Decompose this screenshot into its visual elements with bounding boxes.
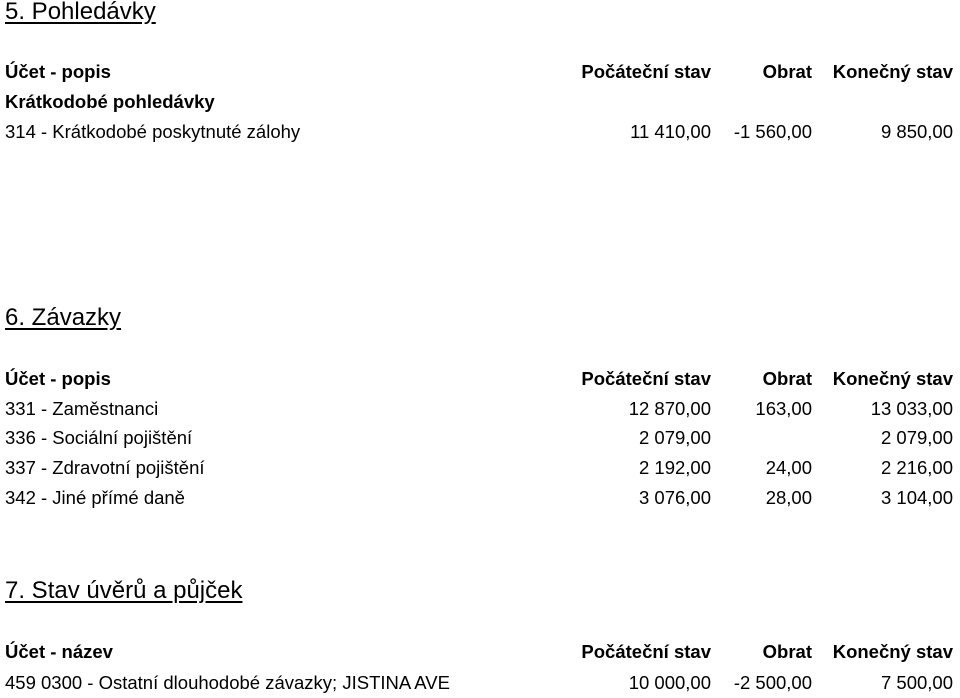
row-description: 459 0300 - Ostatní dlouhodobé závazky; JISTINA AVE	[5, 672, 450, 693]
section-title-liabilities: 6. Závazky	[5, 304, 122, 331]
row-description: 331 - Zaměstnanci	[5, 398, 159, 419]
row-description: 342 - Jiné přímé daně	[5, 487, 185, 508]
group-label	[5, 89, 960, 115]
row-end: 9 850,00	[880, 121, 953, 142]
table-row	[5, 119, 960, 145]
row-turnover: 28,00	[765, 487, 812, 508]
header-end: Konečný stav	[832, 368, 953, 389]
header-start: Počáteční stav	[581, 61, 711, 82]
row-end: 13 033,00	[870, 398, 953, 419]
table-row	[5, 485, 960, 511]
table-row	[5, 455, 960, 481]
header-turnover: Obrat	[762, 641, 812, 662]
row-start: 2 079,00	[638, 427, 711, 448]
header-end: Konečný stav	[832, 61, 953, 82]
section-title-loans: 7. Stav úvěrů a půjček	[5, 577, 243, 604]
table-row	[5, 396, 960, 422]
header-turnover: Obrat	[762, 61, 812, 82]
row-description: 337 - Zdravotní pojištění	[5, 457, 205, 478]
row-turnover: 24,00	[765, 457, 812, 478]
header-description: Účet - název	[5, 641, 113, 662]
table-row	[5, 670, 960, 696]
header-start: Počáteční stav	[581, 641, 711, 662]
row-turnover: 163,00	[755, 398, 812, 419]
row-start: 12 870,00	[628, 398, 711, 419]
row-description: 314 - Krátkodobé poskytnuté zálohy	[5, 121, 301, 142]
row-turnover: -1 560,00	[733, 121, 812, 142]
row-start: 3 076,00	[638, 487, 711, 508]
row-end: 2 079,00	[880, 427, 953, 448]
table-header	[5, 366, 960, 392]
table-header	[5, 639, 960, 665]
header-description: Účet - popis	[5, 61, 111, 82]
section-title-receivables: 5. Pohledávky	[5, 0, 156, 25]
row-start: 11 410,00	[630, 121, 711, 142]
row-start: 2 192,00	[638, 457, 711, 478]
table-row	[5, 425, 960, 451]
group-label-text: Krátkodobé pohledávky	[5, 91, 215, 112]
row-turnover: -2 500,00	[733, 672, 812, 693]
header-start: Počáteční stav	[581, 368, 711, 389]
header-description: Účet - popis	[5, 368, 111, 389]
header-end: Konečný stav	[832, 641, 953, 662]
row-end: 3 104,00	[880, 487, 953, 508]
header-turnover: Obrat	[762, 368, 812, 389]
row-end: 7 500,00	[880, 672, 953, 693]
row-start: 10 000,00	[628, 672, 711, 693]
table-header	[5, 59, 960, 85]
row-end: 2 216,00	[880, 457, 953, 478]
row-description: 336 - Sociální pojištění	[5, 427, 193, 448]
